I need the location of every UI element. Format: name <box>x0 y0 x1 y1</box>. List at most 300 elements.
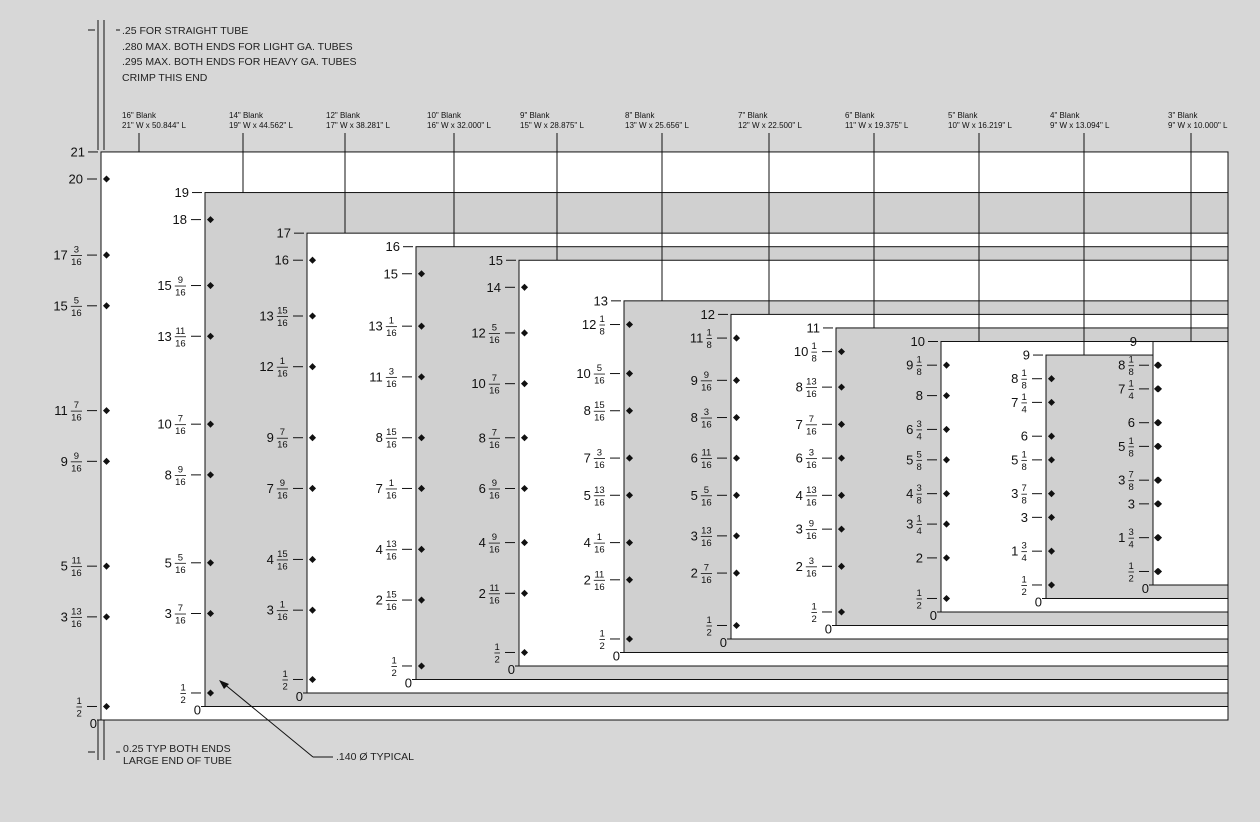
mark-label-4-5 <box>1021 510 1028 525</box>
mark-whole-number: 4 <box>795 487 803 503</box>
fraction-denominator: 16 <box>175 338 186 350</box>
fraction-numerator: 3 <box>703 407 710 419</box>
mark-whole-number: 13 <box>157 328 172 344</box>
fraction-numerator: 11 <box>701 447 712 459</box>
mark-label-3-7 <box>1128 561 1134 585</box>
fraction-denominator: 16 <box>175 287 186 299</box>
blank-title-16: 16" Blank <box>122 111 156 120</box>
zero-label-9: 0 <box>507 662 515 677</box>
fraction-denominator: 8 <box>811 353 817 365</box>
width-label-10: 16 <box>385 239 400 255</box>
mark-whole-number: 9 <box>266 430 274 446</box>
fraction-numerator: 3 <box>596 447 603 459</box>
fraction-denominator: 16 <box>806 568 817 580</box>
fraction-numerator: 13 <box>386 538 397 550</box>
fraction-denominator: 2 <box>1021 586 1027 598</box>
fraction-numerator: 11 <box>489 582 500 594</box>
fraction-numerator: 1 <box>599 628 605 640</box>
mark-whole-number: 3 <box>1127 496 1135 512</box>
fraction-denominator: 8 <box>1128 482 1134 494</box>
mark-whole-number: 7 <box>266 480 274 496</box>
mark-whole-number: 7 <box>375 480 383 496</box>
mark-whole-number: 16 <box>274 252 289 268</box>
mark-whole-number: 6 <box>1020 428 1028 444</box>
width-label-6: 11 <box>806 320 820 336</box>
fraction-numerator: 1 <box>599 314 605 326</box>
fraction-denominator: 16 <box>594 460 605 472</box>
mark-whole-number: 18 <box>172 212 187 228</box>
mark-label-10-7 <box>391 655 397 679</box>
mark-whole-number: 8 <box>1011 371 1019 387</box>
mark-whole-number: 8 <box>164 467 172 483</box>
mark-whole-number: 11 <box>369 369 383 385</box>
blank-title-6: 6" Blank <box>845 111 875 120</box>
fraction-denominator: 16 <box>71 568 82 580</box>
mark-whole-number: 7 <box>1118 381 1126 397</box>
blank-dims-7: 12" W x 22.500" L <box>738 121 802 130</box>
zero-label-7: 0 <box>719 635 727 650</box>
note-hole-diameter: .140 Ø TYPICAL <box>336 751 415 763</box>
fraction-denominator: 16 <box>594 375 605 387</box>
fraction-denominator: 8 <box>706 340 712 352</box>
mark-whole-number: 12 <box>581 317 597 333</box>
mark-whole-number: 3 <box>164 606 172 622</box>
fraction-denominator: 2 <box>1128 573 1134 585</box>
fraction-denominator: 16 <box>806 426 817 438</box>
fraction-numerator: 3 <box>916 483 922 495</box>
mark-whole-number: 5 <box>1011 452 1019 468</box>
mark-whole-number: 6 <box>690 450 698 466</box>
fraction-denominator: 2 <box>599 640 605 652</box>
width-label-7: 12 <box>700 306 715 322</box>
mark-label-16-3 <box>54 400 82 424</box>
fraction-denominator: 16 <box>71 412 82 424</box>
mark-whole-number: 8 <box>478 430 486 446</box>
zero-label-12: 0 <box>295 689 303 704</box>
fraction-denominator: 8 <box>1128 448 1134 460</box>
fraction-denominator: 16 <box>71 463 82 475</box>
fraction-numerator: 1 <box>1128 354 1134 366</box>
fraction-numerator: 1 <box>811 601 817 613</box>
fraction-denominator: 16 <box>489 544 500 556</box>
fraction-denominator: 16 <box>806 460 817 472</box>
fraction-numerator: 3 <box>808 555 815 567</box>
mark-label-14-7 <box>180 682 186 706</box>
fraction-numerator: 3 <box>73 244 80 256</box>
mark-whole-number: 3 <box>795 521 803 537</box>
fraction-numerator: 1 <box>916 513 922 525</box>
blank-title-10: 10" Blank <box>427 111 461 120</box>
mark-whole-number: 15 <box>53 298 68 314</box>
note-heavy-gauge: .295 MAX. BOTH ENDS FOR HEAVY GA. TUBES <box>122 56 357 68</box>
width-label-8: 13 <box>593 293 608 309</box>
mark-whole-number: 8 <box>583 403 591 419</box>
width-label-14: 19 <box>174 185 189 201</box>
zero-label-10: 0 <box>404 675 412 691</box>
fraction-numerator: 1 <box>596 532 603 544</box>
fraction-denominator: 16 <box>277 490 288 502</box>
fraction-numerator: 15 <box>386 427 397 439</box>
fraction-numerator: 5 <box>73 295 80 307</box>
blank-title-5: 5" Blank <box>948 111 978 120</box>
zero-label-14: 0 <box>193 702 201 718</box>
mark-label-5-6 <box>916 550 923 565</box>
fraction-numerator: 1 <box>916 354 922 366</box>
note-typ-both-ends: 0.25 TYP BOTH ENDS <box>123 743 231 755</box>
fraction-denominator: 8 <box>1021 495 1027 507</box>
fraction-numerator: 3 <box>388 366 395 378</box>
fraction-denominator: 16 <box>489 595 500 607</box>
mark-whole-number: 4 <box>266 551 274 567</box>
fraction-denominator: 16 <box>489 439 500 451</box>
mark-whole-number: 12 <box>471 325 486 341</box>
fraction-numerator: 9 <box>703 369 710 381</box>
fraction-numerator: 1 <box>916 587 922 599</box>
mark-whole-number: 6 <box>795 450 803 466</box>
mark-whole-number: 10 <box>157 416 172 432</box>
note-crimp-end: CRIMP THIS END <box>122 72 208 84</box>
zero-label-5: 0 <box>929 608 937 623</box>
fraction-numerator: 1 <box>388 477 395 489</box>
fraction-denominator: 16 <box>594 581 605 593</box>
fraction-numerator: 1 <box>76 695 82 707</box>
fraction-numerator: 1 <box>391 655 397 667</box>
fraction-denominator: 16 <box>277 612 288 624</box>
mark-label-16-2 <box>53 295 82 319</box>
blank-title-12: 12" Blank <box>326 111 360 120</box>
note-light-gauge: .280 MAX. BOTH ENDS FOR LIGHT GA. TUBES <box>122 41 353 53</box>
fraction-numerator: 1 <box>1021 391 1027 403</box>
note-straight-tube: .25 FOR STRAIGHT TUBE <box>122 25 249 37</box>
mark-whole-number: 3 <box>690 528 698 544</box>
fraction-denominator: 16 <box>701 382 712 394</box>
fraction-denominator: 16 <box>701 419 712 431</box>
fraction-denominator: 8 <box>599 326 605 338</box>
mark-whole-number: 15 <box>157 278 172 294</box>
mark-whole-number: 3 <box>1011 486 1019 502</box>
fraction-denominator: 16 <box>489 490 500 502</box>
fraction-numerator: 15 <box>594 400 605 412</box>
fraction-denominator: 2 <box>811 613 817 625</box>
mark-whole-number: 9 <box>60 453 68 469</box>
mark-label-16-1 <box>53 245 82 269</box>
fraction-denominator: 4 <box>1021 553 1027 565</box>
fraction-denominator: 16 <box>594 544 605 556</box>
mark-whole-number: 1 <box>1011 543 1019 559</box>
fraction-numerator: 5 <box>177 552 184 564</box>
mark-label-8-7 <box>599 628 605 652</box>
mark-whole-number: 6 <box>1127 415 1135 431</box>
fraction-denominator: 2 <box>494 654 500 666</box>
width-label-4: 9 <box>1022 347 1030 363</box>
fraction-denominator: 2 <box>391 667 397 679</box>
mark-whole-number: 12 <box>259 359 274 375</box>
fraction-numerator: 13 <box>701 525 712 537</box>
zero-label-8: 0 <box>612 648 620 664</box>
fraction-numerator: 13 <box>806 376 817 388</box>
fraction-denominator: 16 <box>489 385 500 397</box>
fraction-denominator: 16 <box>71 257 82 269</box>
fraction-denominator: 16 <box>489 334 500 346</box>
fraction-numerator: 7 <box>177 413 184 425</box>
mark-whole-number: 2 <box>915 550 923 566</box>
fraction-denominator: 16 <box>277 439 288 451</box>
zero-label-3: 0 <box>1141 581 1149 596</box>
mark-whole-number: 3 <box>1118 472 1126 488</box>
width-label-3: 9 <box>1129 334 1137 350</box>
mark-whole-number: 13 <box>259 308 274 324</box>
fraction-denominator: 4 <box>1021 404 1027 416</box>
mark-label-3-2 <box>1128 415 1135 430</box>
mark-label-3-5 <box>1128 496 1135 511</box>
mark-label-12-0 <box>275 253 289 268</box>
mark-label-9-7 <box>494 642 500 666</box>
fraction-denominator: 16 <box>386 490 397 502</box>
fraction-denominator: 8 <box>916 461 922 473</box>
mark-whole-number: 4 <box>583 535 591 551</box>
blank-title-14: 14" Blank <box>229 111 263 120</box>
blank-dims-12: 17" W x 38.281" L <box>326 121 390 130</box>
fraction-denominator: 2 <box>706 627 712 639</box>
fraction-numerator: 1 <box>706 327 712 339</box>
fraction-denominator: 2 <box>916 600 922 612</box>
mark-label-4-2 <box>1021 429 1028 444</box>
fraction-numerator: 7 <box>1128 469 1134 481</box>
mark-label-7-7 <box>706 615 712 639</box>
fraction-numerator: 9 <box>177 464 184 476</box>
fraction-numerator: 13 <box>594 484 605 496</box>
fraction-numerator: 15 <box>277 548 288 560</box>
mark-whole-number: 5 <box>583 487 591 503</box>
blank-dims-5: 10" W x 16.219" L <box>948 121 1012 130</box>
width-label-5: 10 <box>910 334 925 349</box>
mark-whole-number: 6 <box>906 421 914 437</box>
mark-whole-number: 11 <box>54 403 68 419</box>
blank-dims-9: 15" W x 28.875" L <box>520 121 584 130</box>
mark-label-5-7 <box>916 588 922 612</box>
mark-whole-number: 13 <box>368 318 383 334</box>
mark-label-16-6 <box>61 606 82 630</box>
width-label-16: 21 <box>70 144 85 160</box>
fraction-denominator: 16 <box>594 412 605 424</box>
mark-whole-number: 2 <box>478 585 486 601</box>
blank-dims-16: 21" W x 50.844" L <box>122 121 186 130</box>
fraction-numerator: 15 <box>277 305 288 317</box>
mark-whole-number: 4 <box>478 535 486 551</box>
fraction-denominator: 4 <box>1128 390 1134 402</box>
fraction-denominator: 16 <box>594 497 605 509</box>
fraction-denominator: 8 <box>1021 380 1027 392</box>
width-label-9: 15 <box>488 252 503 268</box>
fraction-numerator: 1 <box>180 682 186 694</box>
mark-whole-number: 9 <box>690 372 698 388</box>
fraction-numerator: 7 <box>177 603 184 615</box>
blank-dims-14: 19" W x 44.562" L <box>229 121 293 130</box>
mark-whole-number: 9 <box>906 357 914 373</box>
fraction-denominator: 16 <box>701 497 712 509</box>
mark-whole-number: 14 <box>486 279 501 295</box>
fraction-numerator: 1 <box>494 641 500 653</box>
blank-title-7: 7" Blank <box>738 111 768 120</box>
mark-label-16-5 <box>61 556 82 580</box>
mark-whole-number: 3 <box>266 602 274 618</box>
fraction-numerator: 5 <box>596 363 603 375</box>
fraction-denominator: 16 <box>701 460 712 472</box>
mark-label-6-7 <box>811 601 817 625</box>
fraction-denominator: 16 <box>701 575 712 587</box>
mark-whole-number: 3 <box>60 609 68 625</box>
fraction-numerator: 9 <box>177 275 184 287</box>
blank-title-4: 4" Blank <box>1050 111 1080 120</box>
blank-title-8: 8" Blank <box>625 111 655 120</box>
mark-whole-number: 2 <box>375 592 383 608</box>
mark-whole-number: 2 <box>690 565 698 581</box>
fraction-numerator: 1 <box>706 614 712 626</box>
fraction-denominator: 16 <box>386 439 397 451</box>
fraction-numerator: 3 <box>1128 527 1134 539</box>
mark-whole-number: 15 <box>383 266 398 282</box>
fraction-denominator: 16 <box>806 531 817 543</box>
mark-label-4-7 <box>1021 574 1027 598</box>
fraction-denominator: 4 <box>916 431 922 443</box>
fraction-numerator: 7 <box>703 562 710 574</box>
mark-label-12-7 <box>282 669 288 693</box>
fraction-denominator: 2 <box>180 694 186 706</box>
fraction-denominator: 16 <box>175 426 186 438</box>
mark-whole-number: 5 <box>906 452 914 468</box>
fraction-numerator: 7 <box>491 427 498 439</box>
fraction-numerator: 1 <box>1128 560 1134 572</box>
fraction-numerator: 9 <box>491 477 498 489</box>
fraction-numerator: 13 <box>806 484 817 496</box>
fraction-numerator: 1 <box>1128 435 1134 447</box>
mark-whole-number: 5 <box>1118 438 1126 454</box>
fraction-numerator: 9 <box>73 450 80 462</box>
mark-whole-number: 4 <box>906 486 914 502</box>
fraction-numerator: 11 <box>71 555 82 567</box>
mark-whole-number: 7 <box>583 450 591 466</box>
mark-label-16-0 <box>69 172 83 187</box>
fraction-denominator: 16 <box>806 497 817 509</box>
fraction-numerator: 1 <box>1021 449 1027 461</box>
zero-label-6: 0 <box>824 621 832 637</box>
mark-whole-number: 10 <box>793 344 809 360</box>
mark-whole-number: 8 <box>795 379 803 395</box>
mark-whole-number: 8 <box>375 430 383 446</box>
zero-label-16: 0 <box>89 716 97 731</box>
fraction-numerator: 3 <box>916 418 922 430</box>
fraction-denominator: 16 <box>175 564 186 576</box>
mark-whole-number: 5 <box>690 487 698 503</box>
fraction-numerator: 11 <box>175 325 186 337</box>
mark-whole-number: 7 <box>1011 394 1019 410</box>
fraction-denominator: 16 <box>277 317 288 329</box>
fraction-numerator: 1 <box>1021 574 1027 586</box>
mark-whole-number: 17 <box>53 247 68 263</box>
fraction-denominator: 8 <box>1021 461 1027 473</box>
fraction-numerator: 1 <box>1128 378 1134 390</box>
fraction-denominator: 16 <box>277 561 288 573</box>
fraction-numerator: 3 <box>808 447 815 459</box>
fraction-numerator: 1 <box>811 341 817 353</box>
fraction-denominator: 16 <box>806 389 817 401</box>
fraction-numerator: 5 <box>916 449 922 461</box>
mark-whole-number: 5 <box>60 558 68 574</box>
fraction-denominator: 8 <box>916 495 922 507</box>
fraction-denominator: 16 <box>386 602 397 614</box>
mark-whole-number: 1 <box>1118 530 1126 546</box>
blank-dims-10: 16" W x 32.000" L <box>427 121 491 130</box>
mark-label-10-0 <box>384 266 398 281</box>
mark-whole-number: 8 <box>690 410 698 426</box>
fraction-numerator: 3 <box>1021 540 1027 552</box>
fraction-numerator: 7 <box>491 373 498 385</box>
blank-dims-4: 9" W x 13.094" L <box>1050 121 1110 130</box>
fraction-denominator: 8 <box>1128 367 1134 379</box>
fraction-denominator: 2 <box>282 681 288 693</box>
blank-dims-8: 13" W x 25.656" L <box>625 121 689 130</box>
fraction-denominator: 4 <box>916 526 922 538</box>
fraction-denominator: 16 <box>175 476 186 488</box>
mark-whole-number: 10 <box>576 366 591 382</box>
fraction-numerator: 13 <box>71 606 82 618</box>
mark-whole-number: 4 <box>375 541 383 557</box>
fraction-denominator: 16 <box>386 551 397 563</box>
fraction-denominator: 8 <box>916 367 922 379</box>
mark-whole-number: 11 <box>689 330 704 346</box>
mark-whole-number: 2 <box>583 572 591 588</box>
fraction-numerator: 11 <box>594 569 605 581</box>
fraction-denominator: 2 <box>76 708 82 720</box>
fraction-numerator: 5 <box>491 322 498 334</box>
mark-label-9-0 <box>487 280 501 295</box>
mark-whole-number: 10 <box>471 376 486 392</box>
fraction-denominator: 4 <box>1128 539 1134 551</box>
mark-whole-number: 8 <box>915 388 923 404</box>
fraction-numerator: 7 <box>808 413 815 425</box>
mark-whole-number: 2 <box>795 558 803 574</box>
fraction-numerator: 1 <box>279 356 286 368</box>
fraction-numerator: 7 <box>73 400 80 412</box>
fraction-denominator: 16 <box>701 537 712 549</box>
mark-whole-number: 3 <box>906 516 914 532</box>
blank-title-9: 9" Blank <box>520 111 550 120</box>
mark-whole-number: 8 <box>1118 357 1126 373</box>
mark-label-5-1 <box>916 388 923 403</box>
mark-whole-number: 7 <box>795 416 803 432</box>
fraction-numerator: 1 <box>282 668 288 680</box>
fraction-numerator: 5 <box>703 484 710 496</box>
fraction-denominator: 16 <box>71 307 82 319</box>
zero-label-4: 0 <box>1034 594 1042 610</box>
mark-whole-number: 20 <box>68 171 83 187</box>
fraction-numerator: 9 <box>491 532 498 544</box>
note-large-end: LARGE END OF TUBE <box>123 755 232 767</box>
fraction-denominator: 16 <box>386 328 397 340</box>
fraction-numerator: 1 <box>1021 368 1027 380</box>
mark-whole-number: 5 <box>164 555 172 571</box>
fraction-numerator: 1 <box>388 315 395 327</box>
fraction-denominator: 16 <box>175 615 186 627</box>
fraction-denominator: 16 <box>386 378 397 390</box>
blank-dims-3: 9" W x 10.000" L <box>1168 121 1228 130</box>
blank-title-3: 3" Blank <box>1168 111 1198 120</box>
fraction-numerator: 7 <box>279 427 286 439</box>
fraction-numerator: 9 <box>808 518 815 530</box>
fraction-numerator: 15 <box>386 589 397 601</box>
mark-whole-number: 3 <box>1020 509 1028 525</box>
mark-whole-number: 6 <box>478 480 486 496</box>
